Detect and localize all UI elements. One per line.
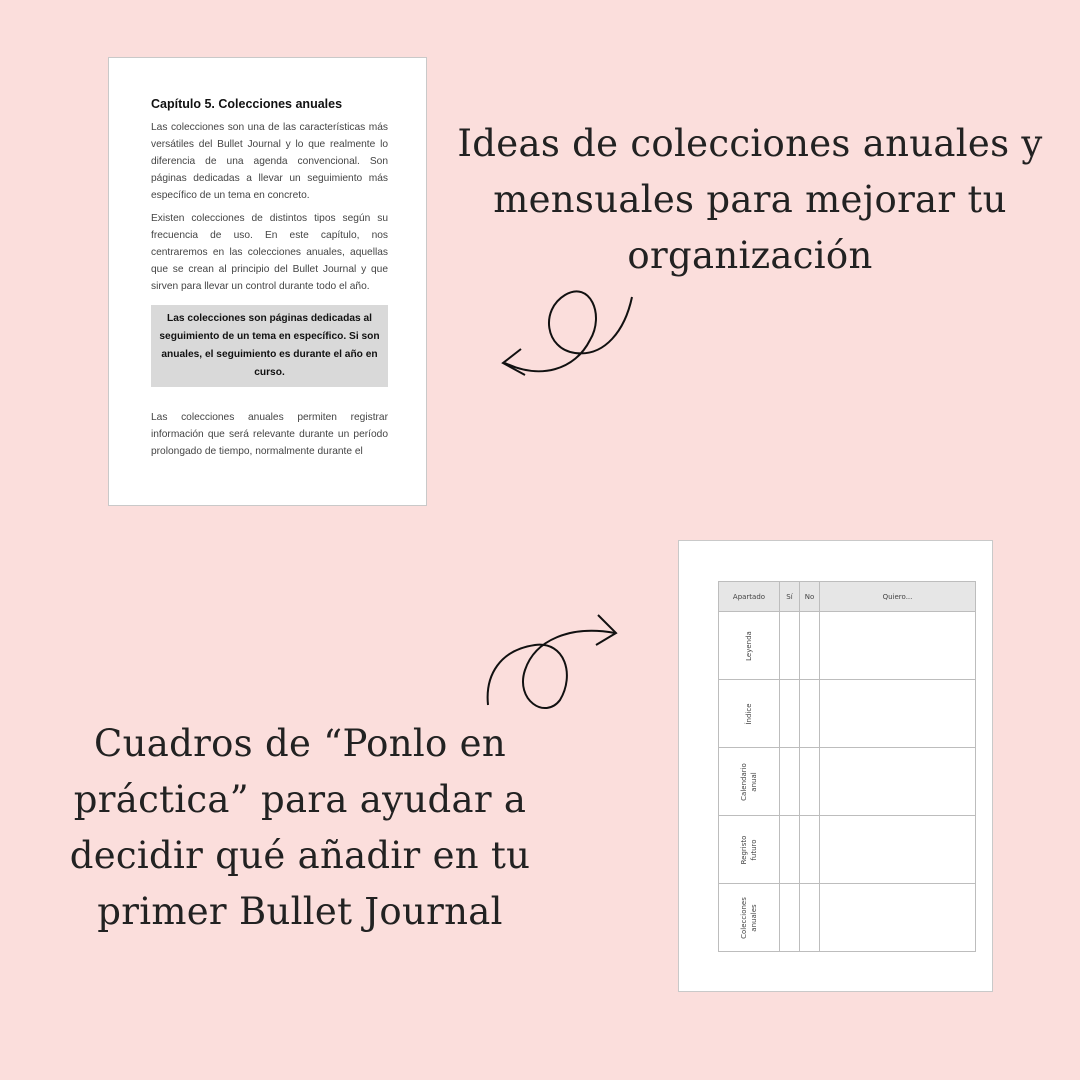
row-label: Leyenda bbox=[745, 630, 753, 661]
paragraph: Las colecciones anuales permiten registrar información que será relevante durante un período prolongado de tiempo, normalmente durante el bbox=[151, 412, 388, 457]
table-row bbox=[719, 680, 976, 748]
column-header: Sí bbox=[780, 582, 800, 612]
table-row bbox=[719, 884, 976, 952]
row-label: Índice bbox=[745, 702, 753, 725]
book-page-preview bbox=[108, 57, 427, 506]
chapter-title: Capítulo 5. Colecciones anuales bbox=[151, 97, 343, 111]
worksheet-page-preview bbox=[678, 540, 993, 992]
curly-arrow-right-icon bbox=[480, 605, 625, 715]
headline-top: Ideas de colecciones anuales y mensuales para mejorar tu organización bbox=[457, 122, 1043, 277]
column-header: Quiero... bbox=[820, 582, 976, 612]
table-row bbox=[719, 748, 976, 816]
paragraph: Existen colecciones de distintos tipos según su frecuencia de uso. En este capítulo, nos centraremos en las colecciones anuales, aquellas que se crean al principio del Bullet Journal y que sirven para llevar un control durante todo el año. bbox=[151, 213, 388, 292]
row-label: Calendario anual bbox=[740, 762, 758, 801]
table-row bbox=[719, 612, 976, 680]
column-header: Apartado bbox=[719, 582, 780, 612]
table-row bbox=[719, 816, 976, 884]
table-header-row bbox=[719, 582, 976, 612]
paragraph: Las colecciones son una de las características más versátiles del Bullet Journal y lo que realmente lo diferencia de una agenda convencional. Son páginas dedicadas a llevar un seguimiento más específico de un tema en concreto. bbox=[151, 122, 388, 201]
curly-arrow-left-icon bbox=[495, 285, 640, 385]
worksheet-table bbox=[718, 581, 976, 952]
row-label: Regristo futuro bbox=[740, 835, 758, 864]
headline-bottom: Cuadros de “Ponlo en práctica” para ayudar a decidir qué añadir en tu primer Bullet Journal bbox=[69, 722, 531, 933]
callout-box: Las colecciones son páginas dedicadas al seguimiento de un tema en específico. Si son anuales, el seguimiento es durante el año en curso. bbox=[151, 305, 388, 387]
column-header: No bbox=[800, 582, 820, 612]
row-label: Colecciones anuales bbox=[740, 896, 758, 939]
